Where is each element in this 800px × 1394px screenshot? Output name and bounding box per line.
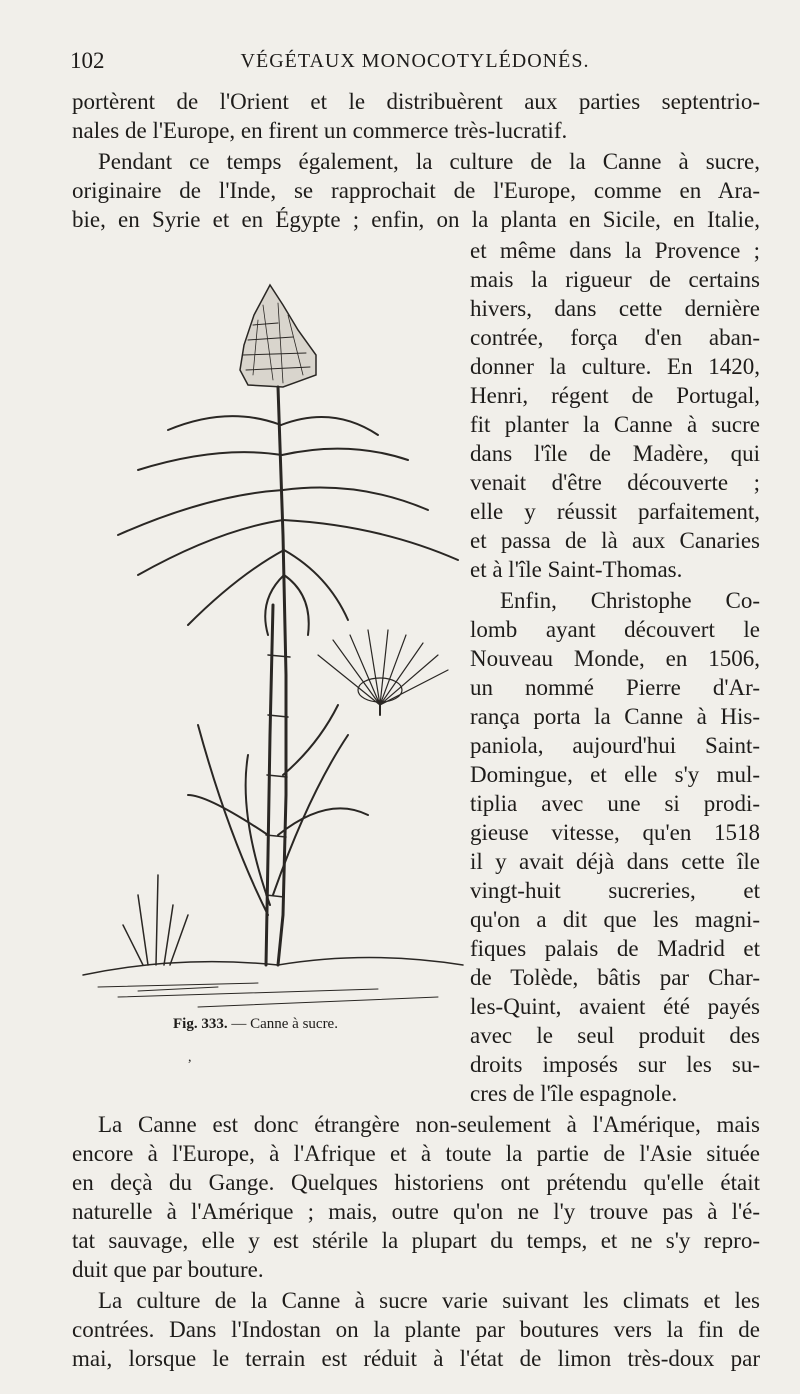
figure-number: Fig. 333. bbox=[173, 1016, 228, 1032]
text-line: avec le seul produit des bbox=[470, 1023, 760, 1048]
text-line: les-Quint, avaient été payés bbox=[470, 994, 760, 1019]
text-line: encore à l'Europe, à l'Afrique et à toute la partie de l'Asie située bbox=[72, 1141, 760, 1166]
text-line: Nouveau Monde, en 1506, bbox=[470, 646, 760, 671]
text-line: contrées. Dans l'Indostan on la plante par boutures vers la fin de bbox=[72, 1317, 760, 1342]
text-line: qu'on a dit que les magni- bbox=[470, 907, 760, 932]
text-line: et passa de là aux Canaries bbox=[470, 528, 760, 553]
text-line: bie, en Syrie et en Égypte ; enfin, on la planta en Sicile, en Italie, bbox=[72, 207, 760, 232]
text-line: vingt-huit sucreries, et bbox=[470, 878, 760, 903]
stray-mark: , bbox=[188, 1050, 192, 1065]
text-line: droits imposés sur les su- bbox=[470, 1052, 760, 1077]
text-line: donner la culture. En 1420, bbox=[470, 354, 760, 379]
text-line: hivers, dans cette dernière bbox=[470, 296, 760, 321]
text-line: un nommé Pierre d'Ar- bbox=[470, 675, 760, 700]
text-line: cres de l'île espagnole. bbox=[470, 1081, 678, 1106]
text-line: gieuse vitesse, qu'en 1518 bbox=[470, 820, 760, 845]
text-line: mai, lorsque le terrain est réduit à l'état de limon très-doux par bbox=[72, 1346, 760, 1371]
text-line: dans l'île de Madère, qui bbox=[470, 441, 760, 466]
text-line: nales de l'Europe, en firent un commerce très-lucratif. bbox=[72, 118, 568, 143]
text-line: fit planter la Canne à sucre bbox=[470, 412, 760, 437]
text-line: rança porta la Canne à His- bbox=[470, 704, 760, 729]
text-line: La Canne est donc étrangère non-seulement à l'Amérique, mais bbox=[98, 1112, 760, 1137]
text-line: Enfin, Christophe Co- bbox=[500, 588, 760, 613]
text-line: La culture de la Canne à sucre varie suivant les climats et les bbox=[98, 1288, 760, 1313]
text-line: mais la rigueur de certains bbox=[470, 267, 760, 292]
text-line: et à l'île Saint-Thomas. bbox=[470, 557, 683, 582]
figure-caption bbox=[173, 1016, 338, 1033]
text-line: tat sauvage, elle y est stérile la plupart du temps, et ne s'y repro- bbox=[72, 1228, 760, 1253]
figure-caption-text: — Canne à sucre. bbox=[231, 1016, 338, 1032]
text-line: tiplia avec une si prodi- bbox=[470, 791, 760, 816]
text-line: lomb ayant découvert le bbox=[470, 617, 760, 642]
text-line: paniola, aujourd'hui Saint- bbox=[470, 733, 760, 758]
sugar-cane-drawing bbox=[78, 275, 468, 1035]
text-line: portèrent de l'Orient et le distribuèrent aux parties septentrio- bbox=[72, 89, 760, 114]
text-line: originaire de l'Inde, se rapprochait de l'Europe, comme en Ara- bbox=[72, 178, 760, 203]
text-line: elle y réussit parfaitement, bbox=[470, 499, 760, 524]
running-title: VÉGÉTAUX MONOCOTYLÉDONÉS. bbox=[240, 50, 590, 72]
text-line: Henri, régent de Portugal, bbox=[470, 383, 760, 408]
text-line: duit que par bouture. bbox=[72, 1257, 264, 1282]
page-number: 102 bbox=[70, 48, 105, 73]
text-line: venait d'être découverte ; bbox=[470, 470, 760, 495]
text-line: naturelle à l'Amérique ; mais, outre qu'on ne l'y trouve pas à l'é- bbox=[72, 1199, 760, 1224]
text-line: fiques palais de Madrid et bbox=[470, 936, 760, 961]
text-line: contrée, força d'en aban- bbox=[470, 325, 760, 350]
text-line: Pendant ce temps également, la culture de la Canne à sucre, bbox=[98, 149, 760, 174]
text-line: et même dans la Provence ; bbox=[470, 238, 760, 263]
text-line: en deçà du Gange. Quelques historiens ont prétendu qu'elle était bbox=[72, 1170, 760, 1195]
sugar-cane-illustration bbox=[78, 275, 468, 1035]
page-header bbox=[70, 48, 760, 80]
text-line: il y avait déjà dans cette île bbox=[470, 849, 760, 874]
text-line: Domingue, et elle s'y mul- bbox=[470, 762, 760, 787]
text-line: de Tolède, bâtis par Char- bbox=[470, 965, 760, 990]
